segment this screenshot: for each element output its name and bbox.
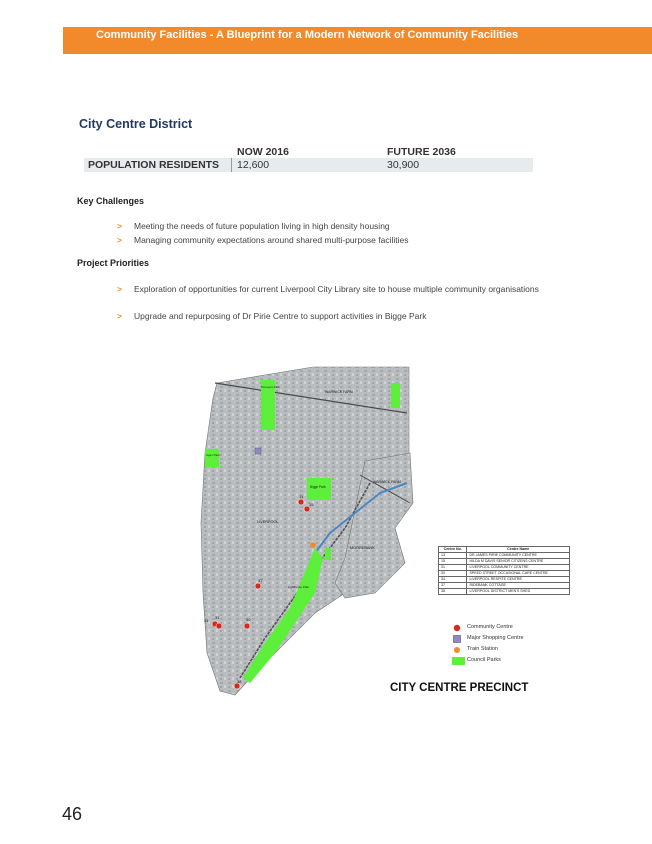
shopping-centre-icon [452, 634, 462, 644]
centre-name: LIVERPOOL DISTRICT MEN'S SHED [467, 589, 570, 595]
centre-name: LIVERPOOL RESPITE CENTRE [467, 577, 570, 583]
challenge-text: Meeting the needs of future population living in high density housing [134, 221, 390, 231]
marker-label: 30 [246, 617, 251, 622]
area-label-moorebank: MOOREBANK [350, 546, 375, 550]
priority-text: Upgrade and repurposing of Dr Pirie Centre to support activities in Bigge Park [134, 311, 427, 321]
area-label-liverpool: LIVERPOOL [257, 520, 279, 524]
header-bar [63, 27, 652, 54]
marker-label: 15 [309, 502, 314, 507]
centres-col-name: Centre Name [467, 547, 570, 553]
shopping-centre-icon [255, 448, 261, 454]
community-centre-marker [255, 583, 261, 589]
centre-no: 37 [439, 583, 467, 589]
park-swatch-icon [452, 656, 466, 666]
project-priorities-heading: Project Priorities [77, 258, 150, 268]
centre-name: LIVERPOOL COMMUNITY CENTRE [467, 565, 570, 571]
table-row [439, 589, 570, 595]
col-now-header: NOW 2016 [237, 146, 289, 158]
red-dot-icon [452, 623, 462, 633]
population-now-value: 12,600 [237, 159, 270, 171]
park-label-pioneers: Pioneers Park [261, 385, 280, 389]
centre-name: DR JAMES PIRIE COMMUNITY CENTRE [467, 553, 570, 559]
centres-table [438, 546, 570, 595]
legend-label: Train Station [467, 646, 498, 652]
population-future-value: 30,900 [387, 159, 420, 171]
park-east-strip [391, 383, 400, 408]
park-label-lighthorse: Lighthorse Park [288, 585, 310, 589]
city-centre-map [195, 353, 586, 700]
marker-label: 34 [204, 618, 209, 623]
key-challenges-heading: Key Challenges [77, 196, 145, 206]
community-centre-marker [244, 623, 250, 629]
col-future-header: FUTURE 2036 [387, 146, 456, 158]
park-apex [205, 449, 219, 467]
challenge-text: Managing community expectations around shared multi-purpose facilities [134, 235, 409, 245]
centre-no: 38 [439, 589, 467, 595]
community-centre-marker [298, 499, 304, 505]
centre-no: 34 [439, 577, 467, 583]
bullet-arrow-icon: > [117, 221, 122, 231]
centre-no: 13 [439, 553, 467, 559]
park-label-apex: Apex Park [206, 453, 220, 457]
marker-label: 31 [215, 615, 220, 620]
area-label-warwick-top: WARWICK FARM [325, 390, 353, 394]
park-bigge [307, 478, 331, 500]
page-number: 46 [62, 804, 83, 824]
centre-name: RIDEBANK COTTAGE [467, 583, 570, 589]
centre-no: 30 [439, 571, 467, 577]
population-row-label: POPULATION RESIDENTS [88, 159, 220, 171]
bullet-arrow-icon: > [117, 235, 122, 245]
population-row-divider [231, 158, 232, 172]
legend-label: Community Centre [467, 624, 513, 630]
population-table [84, 145, 533, 172]
centre-name: SPEED STREET OCCASIONAL CARE CENTRE [467, 571, 570, 577]
park-small [325, 548, 331, 560]
centres-col-no: Centre No. [439, 547, 467, 553]
district-title: City Centre District [79, 117, 193, 131]
marker-label: 38 [237, 679, 242, 684]
priority-text: Exploration of opportunities for current Liverpool City Library site to house multiple community organisations [134, 284, 539, 294]
bullet-arrow-icon: > [117, 284, 122, 294]
centre-no: 31 [439, 565, 467, 571]
park-label-bigge: Bigge Park [310, 485, 326, 489]
map-caption: CITY CENTRE PRECINCT [390, 682, 529, 694]
train-station-icon [452, 645, 462, 655]
area-label-warwick-right: WARWICK FARM [373, 480, 401, 484]
legend-label: Council Parks [467, 657, 501, 663]
community-centre-marker [216, 623, 222, 629]
marker-label: 37 [258, 578, 263, 583]
centre-name: HILDA M DAVIS SENIOR CITIZENS CENTRE [467, 559, 570, 565]
legend-label: Major Shopping Centre [467, 635, 524, 641]
header-title: Community Facilities - A Blueprint for a Modern Network of Community Facilities [96, 29, 519, 41]
bullet-arrow-icon: > [117, 311, 122, 321]
centre-no: 15 [439, 559, 467, 565]
marker-label: 14 [299, 494, 304, 499]
train-station-icon [310, 542, 316, 548]
